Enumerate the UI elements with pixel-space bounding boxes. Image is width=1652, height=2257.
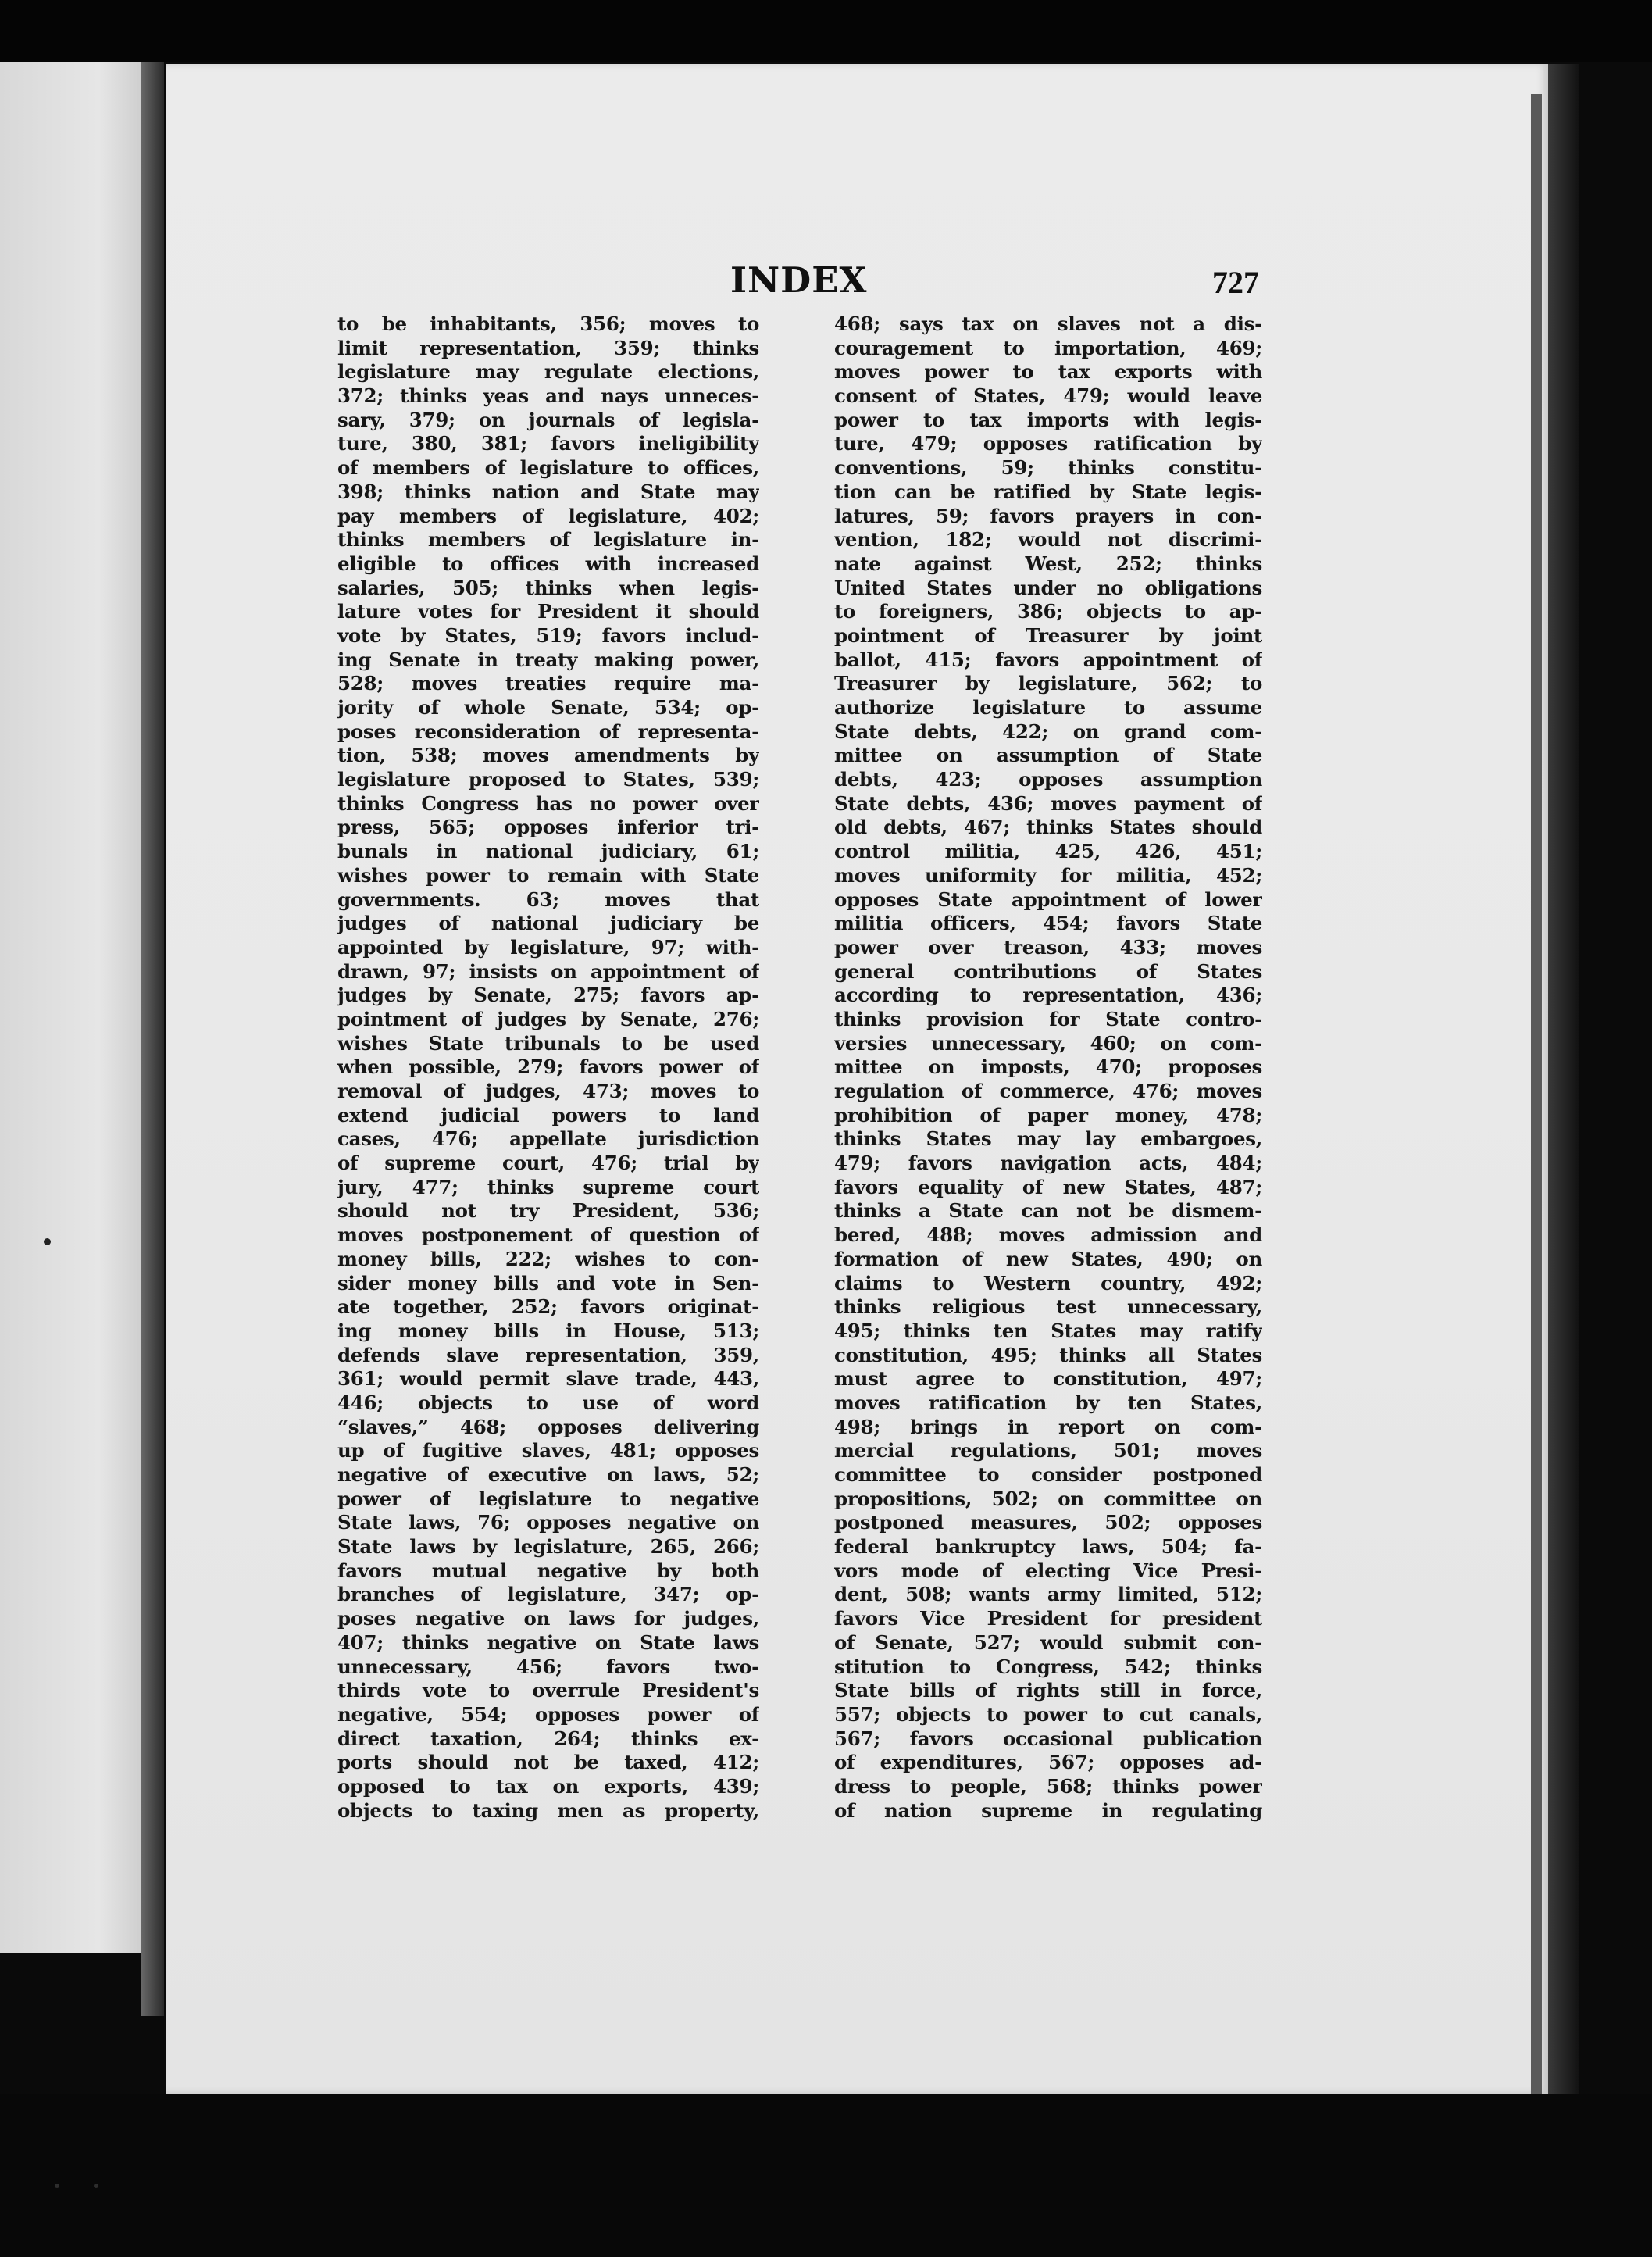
index-line: old debts, 467; thinks States should (834, 816, 1262, 839)
index-line: 567; favors occasional publication (834, 1727, 1262, 1750)
index-line: ture, 479; opposes ratification by (834, 432, 1262, 455)
index-line: bered, 488; moves admission and (834, 1223, 1262, 1247)
page-right-shadow (1531, 94, 1542, 2094)
index-line: thinks members of legislature in- (337, 528, 759, 552)
index-line: prohibition of paper money, 478; (834, 1103, 1262, 1127)
index-line: regulation of commerce, 476; moves (834, 1080, 1262, 1102)
index-line: 479; favors navigation acts, 484; (834, 1152, 1262, 1175)
index-line: of Senate, 527; would submit con- (834, 1630, 1262, 1654)
index-line: conventions, 59; thinks constitu- (834, 456, 1262, 480)
index-line: drawn, 97; insists on appointment of (337, 959, 759, 983)
index-line: 557; objects to power to cut canals, (834, 1702, 1262, 1726)
index-line: versies unnecessary, 460; on com- (834, 1031, 1262, 1055)
index-line: 468; says tax on slaves not a dis- (834, 312, 1262, 335)
index-line: debts, 423; opposes assumption (834, 768, 1262, 791)
index-line: of nation supreme in regulating (834, 1798, 1262, 1822)
index-line: favors equality of new States, 487; (834, 1175, 1262, 1198)
index-line: according to representation, 436; (834, 984, 1262, 1007)
index-line: United States under no obligations (834, 576, 1262, 599)
film-border-bottom (0, 2094, 1652, 2257)
index-line: jury, 477; thinks supreme court (337, 1175, 759, 1198)
index-line: moves ratification by ten States, (834, 1391, 1262, 1414)
index-line: militia officers, 454; favors State (834, 912, 1262, 935)
index-line: power to tax imports with legis- (834, 408, 1262, 431)
index-line: 372; thinks yeas and nays unneces- (337, 384, 759, 408)
index-line: press, 565; opposes inferior tri- (337, 816, 759, 839)
index-line: State bills of rights still in force, (834, 1679, 1262, 1702)
running-head-title: INDEX (730, 259, 868, 301)
index-line: up of fugitive slaves, 481; opposes (337, 1439, 759, 1462)
index-line: removal of judges, 473; moves to (337, 1080, 759, 1102)
index-line: committee to consider postponed (834, 1463, 1262, 1486)
index-line: federal bankruptcy laws, 504; fa- (834, 1535, 1262, 1559)
adjacent-page-edge (0, 62, 141, 1953)
index-line: postponed measures, 502; opposes (834, 1511, 1262, 1534)
index-line: stitution to Congress, 542; thinks (834, 1655, 1262, 1678)
page-number: 727 (1212, 265, 1259, 300)
film-speck (44, 1238, 51, 1245)
film-border-right (1548, 64, 1579, 2127)
index-line: 528; moves treaties require ma- (337, 672, 759, 695)
film-border-top (0, 0, 1652, 62)
index-line: of members of legislature to offices, (337, 456, 759, 480)
index-column-left (337, 312, 759, 1823)
index-line: branches of legislature, 347; op- (337, 1583, 759, 1606)
index-line: pay members of legislature, 402; (337, 504, 759, 527)
index-line: wishes power to remain with State (337, 863, 759, 887)
index-column-right (834, 312, 1262, 1823)
index-line: vote by States, 519; favors includ- (337, 623, 759, 647)
index-line: governments. 63; moves that (337, 887, 759, 911)
index-line: direct taxation, 264; thinks ex- (337, 1727, 759, 1750)
index-line: to foreigners, 386; objects to ap- (834, 600, 1262, 623)
index-line: latures, 59; favors prayers in con- (834, 504, 1262, 527)
index-line: mittee on assumption of State (834, 744, 1262, 767)
index-line: 407; thinks negative on State laws (337, 1630, 759, 1654)
index-line: consent of States, 479; would leave (834, 384, 1262, 408)
index-line: legislature proposed to States, 539; (337, 768, 759, 791)
index-line: moves uniformity for militia, 452; (834, 863, 1262, 887)
index-line: 446; objects to use of word (337, 1391, 759, 1414)
index-line: jority of whole Senate, 534; op- (337, 696, 759, 719)
index-line: tion can be ratified by State legis- (834, 480, 1262, 503)
index-line: thinks a State can not be dismem- (834, 1199, 1262, 1223)
index-line: poses reconsideration of representa- (337, 720, 759, 743)
index-line: mittee on imposts, 470; proposes (834, 1055, 1262, 1079)
index-line: favors Vice President for president (834, 1607, 1262, 1630)
index-line: moves power to tax exports with (834, 360, 1262, 384)
index-line: State laws, 76; opposes negative on (337, 1511, 759, 1534)
film-speck (94, 2184, 98, 2188)
index-line: 498; brings in report on com- (834, 1415, 1262, 1438)
index-line: nate against West, 252; thinks (834, 552, 1262, 575)
film-speck (55, 2184, 59, 2188)
index-line: salaries, 505; thinks when legis- (337, 576, 759, 599)
index-line: 398; thinks nation and State may (337, 480, 759, 503)
index-line: defends slave representation, 359, (337, 1343, 759, 1366)
index-line: vors mode of electing Vice Presi- (834, 1559, 1262, 1582)
index-line: ports should not be taxed, 412; (337, 1751, 759, 1774)
index-line: thinks provision for State contro- (834, 1007, 1262, 1030)
index-line: money bills, 222; wishes to con- (337, 1247, 759, 1270)
index-line: ing Senate in treaty making power, (337, 648, 759, 671)
index-line: pointment of Treasurer by joint (834, 623, 1262, 647)
index-line: must agree to constitution, 497; (834, 1367, 1262, 1391)
index-line: favors mutual negative by both (337, 1559, 759, 1582)
index-line: ballot, 415; favors appointment of (834, 648, 1262, 671)
page-gutter-shadow (141, 62, 164, 2016)
index-line: extend judicial powers to land (337, 1103, 759, 1127)
index-line: legislature may regulate elections, (337, 360, 759, 384)
index-line: pointment of judges by Senate, 276; (337, 1007, 759, 1030)
index-line: bunals in national judiciary, 61; (337, 840, 759, 863)
index-line: to be inhabitants, 356; moves to (337, 312, 759, 335)
index-line: dent, 508; wants army limited, 512; (834, 1583, 1262, 1606)
index-line: power over treason, 433; moves (834, 935, 1262, 959)
index-line: couragement to importation, 469; (834, 336, 1262, 359)
index-line: power of legislature to negative (337, 1487, 759, 1510)
index-line: when possible, 279; favors power of (337, 1055, 759, 1079)
index-line: State debts, 436; moves payment of (834, 791, 1262, 815)
index-line: judges of national judiciary be (337, 912, 759, 935)
index-line: tion, 538; moves amendments by (337, 744, 759, 767)
index-line: dress to people, 568; thinks power (834, 1774, 1262, 1798)
index-line: sary, 379; on journals of legisla- (337, 408, 759, 431)
index-line: wishes State tribunals to be used (337, 1031, 759, 1055)
index-line: 495; thinks ten States may ratify (834, 1319, 1262, 1342)
index-line: sider money bills and vote in Sen- (337, 1271, 759, 1295)
index-line: appointed by legislature, 97; with- (337, 935, 759, 959)
index-line: 361; would permit slave trade, 443, (337, 1367, 759, 1391)
index-line: vention, 182; would not discrimi- (834, 528, 1262, 552)
index-line: thinks States may lay embargoes, (834, 1127, 1262, 1151)
index-line: authorize legislature to assume (834, 696, 1262, 719)
index-line: “slaves,” 468; opposes delivering (337, 1415, 759, 1438)
index-line: ture, 380, 381; favors ineligibility (337, 432, 759, 455)
index-line: eligible to offices with increased (337, 552, 759, 575)
index-line: thirds vote to overrule President's (337, 1679, 759, 1702)
index-line: opposed to tax on exports, 439; (337, 1774, 759, 1798)
index-line: constitution, 495; thinks all States (834, 1343, 1262, 1366)
index-line: ing money bills in House, 513; (337, 1319, 759, 1342)
index-line: State laws by legislature, 265, 266; (337, 1535, 759, 1559)
index-line: negative of executive on laws, 52; (337, 1463, 759, 1486)
index-line: of supreme court, 476; trial by (337, 1152, 759, 1175)
index-line: mercial regulations, 501; moves (834, 1439, 1262, 1462)
index-line: formation of new States, 490; on (834, 1247, 1262, 1270)
index-line: cases, 476; appellate jurisdiction (337, 1127, 759, 1151)
index-line: negative, 554; opposes power of (337, 1702, 759, 1726)
index-line: general contributions of States (834, 959, 1262, 983)
index-line: objects to taxing men as property, (337, 1798, 759, 1822)
index-line: limit representation, 359; thinks (337, 336, 759, 359)
index-line: poses negative on laws for judges, (337, 1607, 759, 1630)
index-line: of expenditures, 567; opposes ad- (834, 1751, 1262, 1774)
index-line: thinks religious test unnecessary, (834, 1295, 1262, 1319)
index-line: ate together, 252; favors originat- (337, 1295, 759, 1319)
index-line: propositions, 502; on committee on (834, 1487, 1262, 1510)
index-line: should not try President, 536; (337, 1199, 759, 1223)
index-line: thinks Congress has no power over (337, 791, 759, 815)
index-line: opposes State appointment of lower (834, 887, 1262, 911)
index-line: unnecessary, 456; favors two- (337, 1655, 759, 1678)
index-line: State debts, 422; on grand com- (834, 720, 1262, 743)
index-line: lature votes for President it should (337, 600, 759, 623)
index-line: claims to Western country, 492; (834, 1271, 1262, 1295)
index-line: judges by Senate, 275; favors ap- (337, 984, 759, 1007)
index-line: Treasurer by legislature, 562; to (834, 672, 1262, 695)
index-line: control militia, 425, 426, 451; (834, 840, 1262, 863)
index-line: moves postponement of question of (337, 1223, 759, 1247)
